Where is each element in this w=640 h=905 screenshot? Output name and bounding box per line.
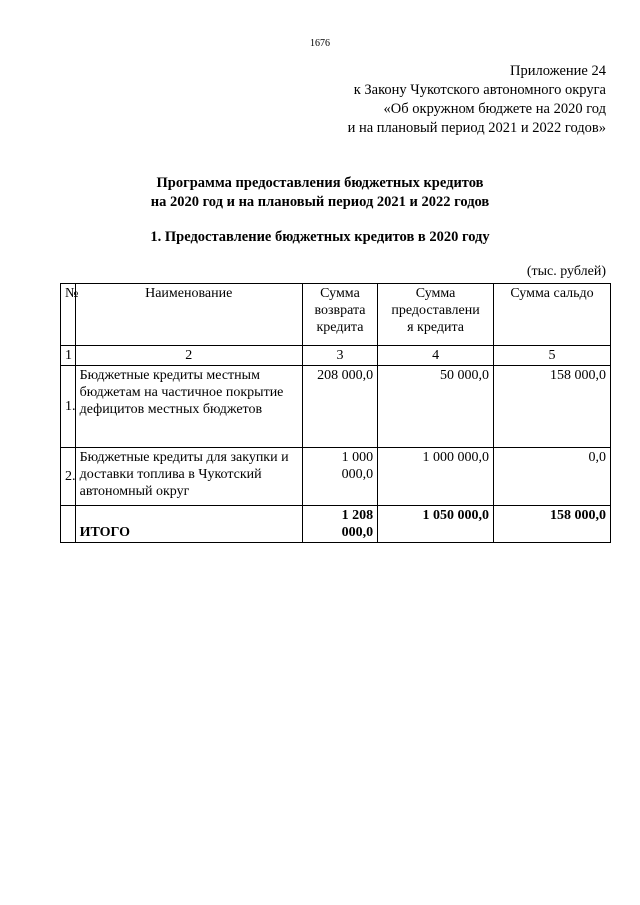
header-return-line-2: возврата xyxy=(314,303,366,318)
appendix-line-2: к Закону Чукотского автономного округа xyxy=(353,82,606,98)
table-header-row xyxy=(61,284,611,346)
table-row xyxy=(61,366,611,448)
appendix-line-3: «Об окружном бюджете на 2020 год xyxy=(383,101,606,117)
total-balance: 158 000,0 xyxy=(493,506,610,543)
credits-table xyxy=(60,283,611,543)
header-num: № xyxy=(61,284,76,346)
header-return-line-1: Сумма xyxy=(320,286,360,301)
appendix-header xyxy=(348,62,606,138)
header-return-line-3: кредита xyxy=(316,320,364,335)
header-name: Наименование xyxy=(75,284,302,346)
index-cell: 1 xyxy=(61,346,76,366)
row-number: 1. xyxy=(61,366,76,448)
index-cell: 3 xyxy=(302,346,377,366)
total-return-amount: 1 208 000,0 xyxy=(302,506,377,543)
header-return-amount xyxy=(302,284,377,346)
document-title xyxy=(0,174,640,212)
title-line-1: Программа предоставления бюджетных кредитов xyxy=(156,175,484,191)
header-prov-line-1: Сумма xyxy=(415,286,456,301)
title-line-2: на 2020 год и на плановый период 2021 и 2022 годов xyxy=(150,194,490,210)
row-return-amount: 208 000,0 xyxy=(302,366,377,448)
row-return-amount: 1 000 000,0 xyxy=(302,448,377,506)
total-provision-amount: 1 050 000,0 xyxy=(378,506,494,543)
row-name: Бюджетные кредиты местным бюджетам на частичное покрытие дефицитов местных бюджетов xyxy=(75,366,302,448)
header-prov-line-2: предоставлени xyxy=(391,303,480,318)
header-provision-amount xyxy=(378,284,494,346)
total-label: ИТОГО xyxy=(75,506,302,543)
header-prov-line-3: я кредита xyxy=(407,320,464,335)
row-provision-amount: 1 000 000,0 xyxy=(378,448,494,506)
section-title: 1. Предоставление бюджетных кредитов в 2020 году xyxy=(150,229,490,245)
row-name: Бюджетные кредиты для закупки и доставки топлива в Чукотский автономный округ xyxy=(75,448,302,506)
header-balance: Сумма сальдо xyxy=(493,284,610,346)
table-index-row xyxy=(61,346,611,366)
row-provision-amount: 50 000,0 xyxy=(378,366,494,448)
appendix-line-1: Приложение 24 xyxy=(510,63,606,79)
row-balance: 0,0 xyxy=(493,448,610,506)
row-balance: 158 000,0 xyxy=(493,366,610,448)
index-cell: 5 xyxy=(493,346,610,366)
index-cell: 4 xyxy=(378,346,494,366)
index-cell: 2 xyxy=(75,346,302,366)
appendix-line-4: и на плановый период 2021 и 2022 годов» xyxy=(347,120,606,136)
row-number: 2. xyxy=(61,448,76,506)
table-total-row xyxy=(61,506,611,543)
table-row xyxy=(61,448,611,506)
units-label: (тыс. рублей) xyxy=(526,264,606,279)
page-number: 1676 xyxy=(310,38,330,49)
total-num xyxy=(61,506,76,543)
